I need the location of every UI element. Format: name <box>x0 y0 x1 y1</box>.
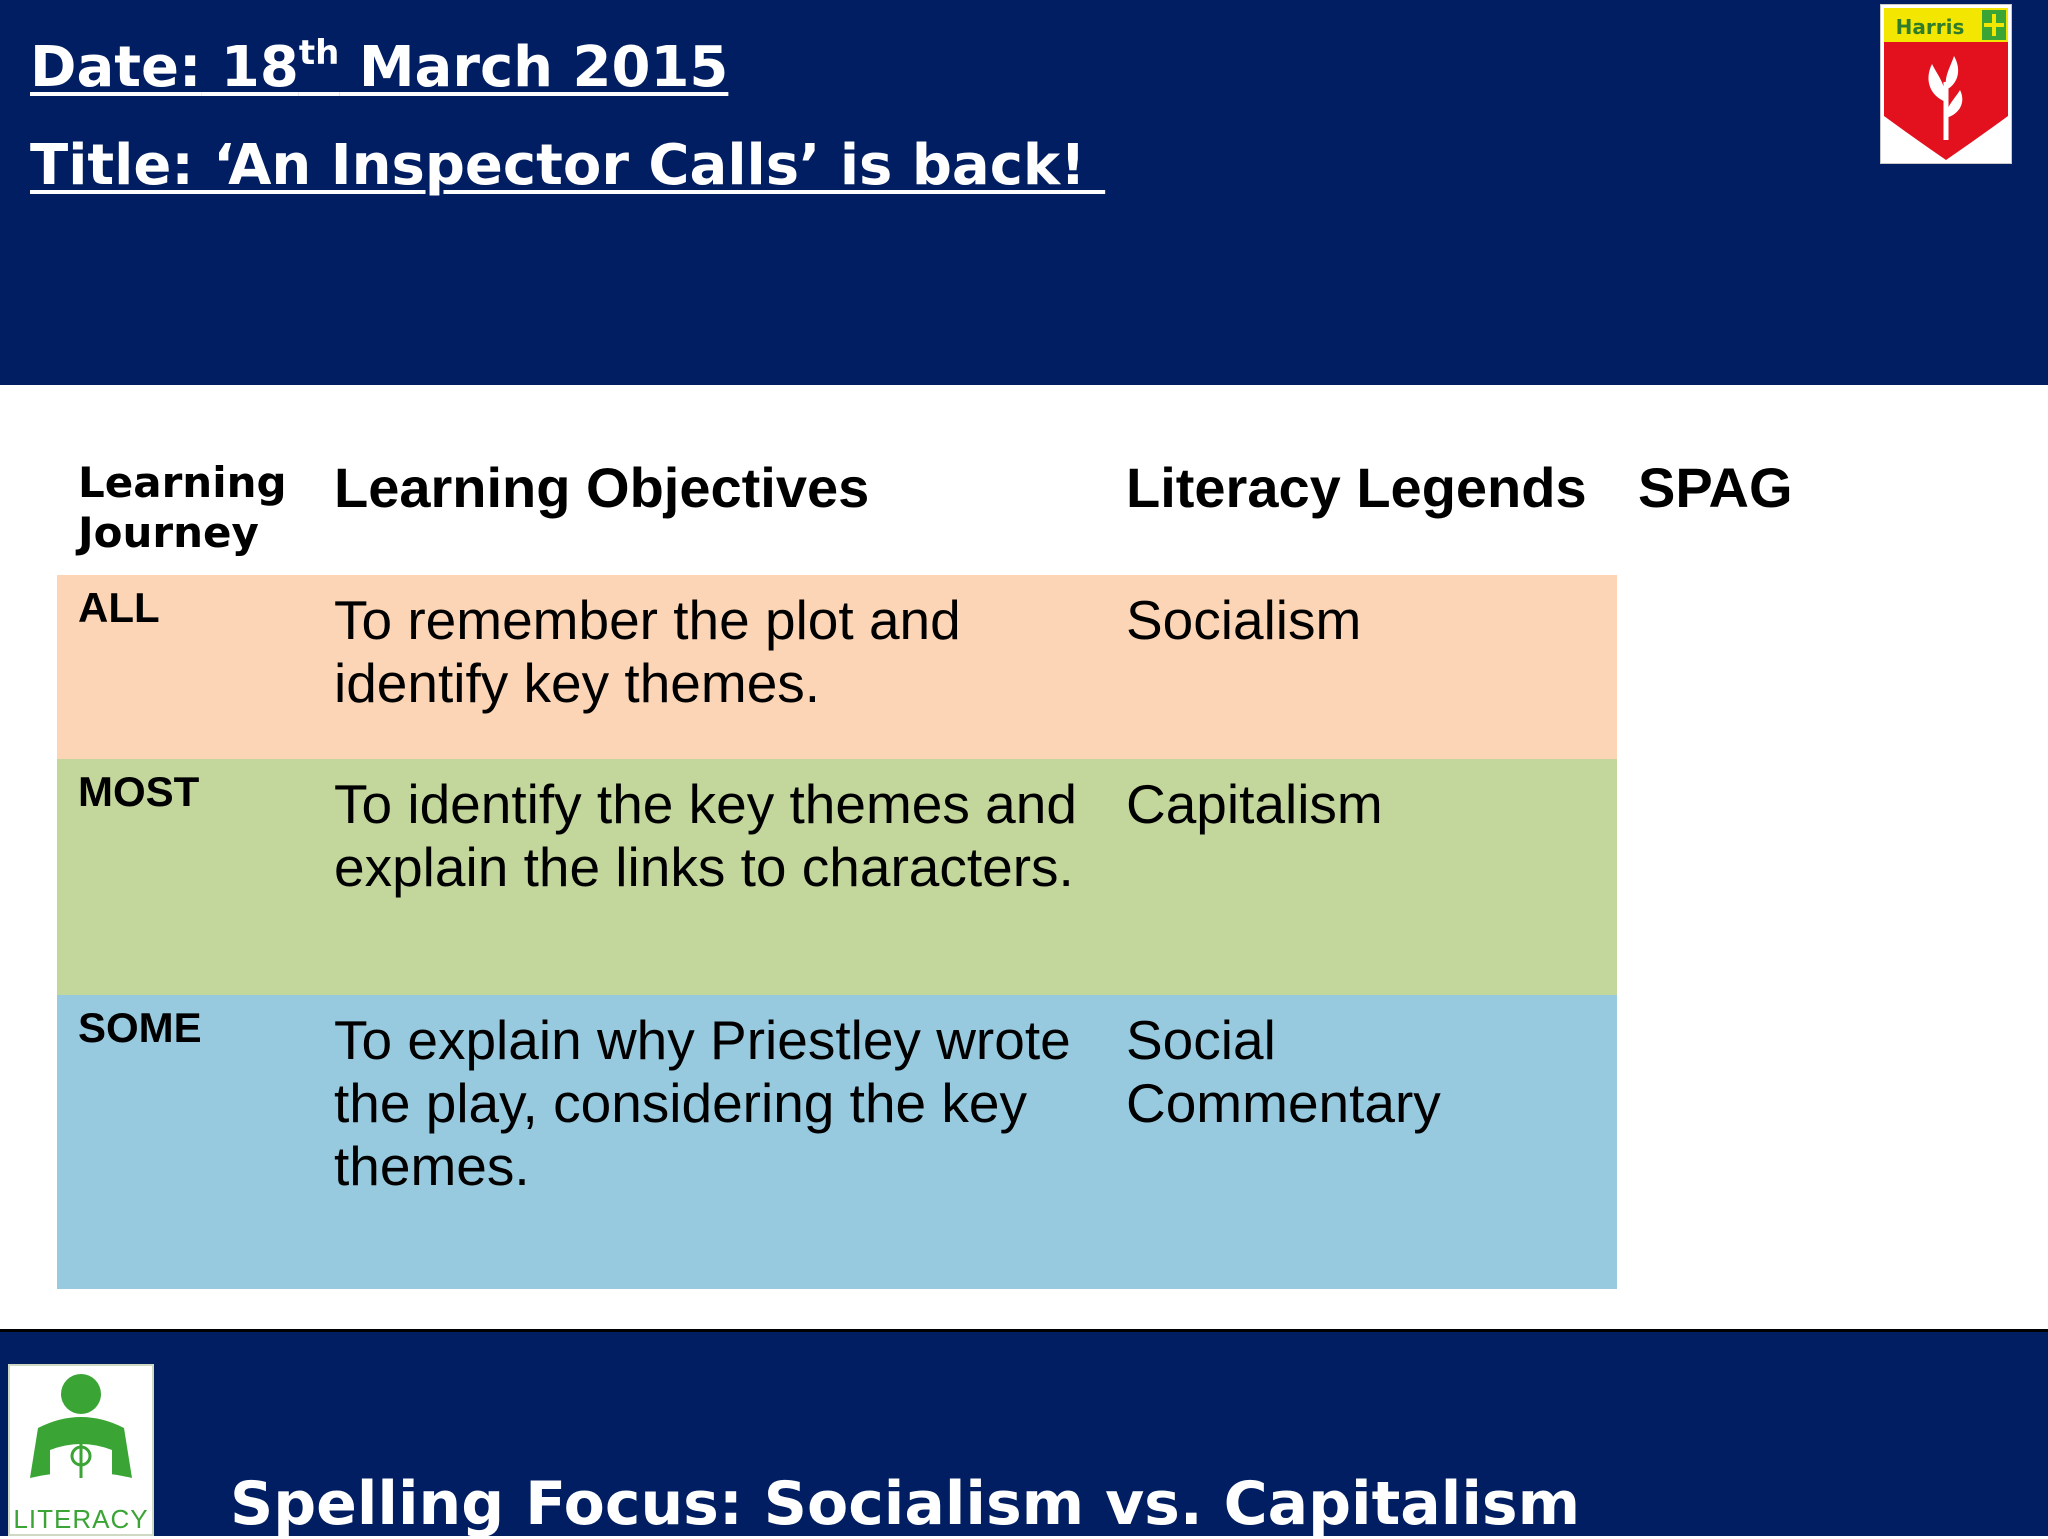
header-spag: SPAG <box>1638 456 1793 519</box>
date-line <box>30 33 729 100</box>
school-crest-logo <box>1880 4 2012 164</box>
table-row-all <box>57 575 1617 759</box>
page-title: Title: ‘An Inspector Calls’ is back! <box>30 133 1106 198</box>
literacy-legend-text: Socialism <box>1126 589 1362 651</box>
literacy-logo-label: LITERACY <box>13 1504 149 1534</box>
table-row-some <box>57 995 1617 1289</box>
objective-text: To explain why Priestley wrote the play, considering the key themes. <box>334 1009 1071 1197</box>
date-suffix: th <box>298 33 340 73</box>
date-day: 18 <box>201 35 299 100</box>
header-literacy-legends: Literacy Legends <box>1126 456 1587 519</box>
literacy-logo <box>8 1364 154 1536</box>
table-row-most <box>57 759 1617 995</box>
literacy-legend-text: Social Commentary <box>1126 1009 1441 1134</box>
level-label: SOME <box>78 1004 202 1051</box>
date-rest: March 2015 <box>339 35 729 100</box>
level-label: MOST <box>78 768 200 815</box>
date-label: Date: <box>30 35 202 100</box>
level-label: ALL <box>78 584 160 631</box>
spelling-focus: Spelling Focus: Socialism vs. Capitalism <box>230 1469 1581 1539</box>
objective-text: To identify the key themes and explain the links to characters. <box>334 773 1077 898</box>
header-learning-objectives: Learning Objectives <box>334 456 870 519</box>
crest-text: Harris <box>1895 15 1965 39</box>
reader-icon <box>10 1366 152 1506</box>
header-learning-journey: Learning Journey <box>78 458 287 557</box>
literacy-legend-text: Capitalism <box>1126 773 1383 835</box>
objective-text: To remember the plot and identify key themes. <box>334 589 961 714</box>
